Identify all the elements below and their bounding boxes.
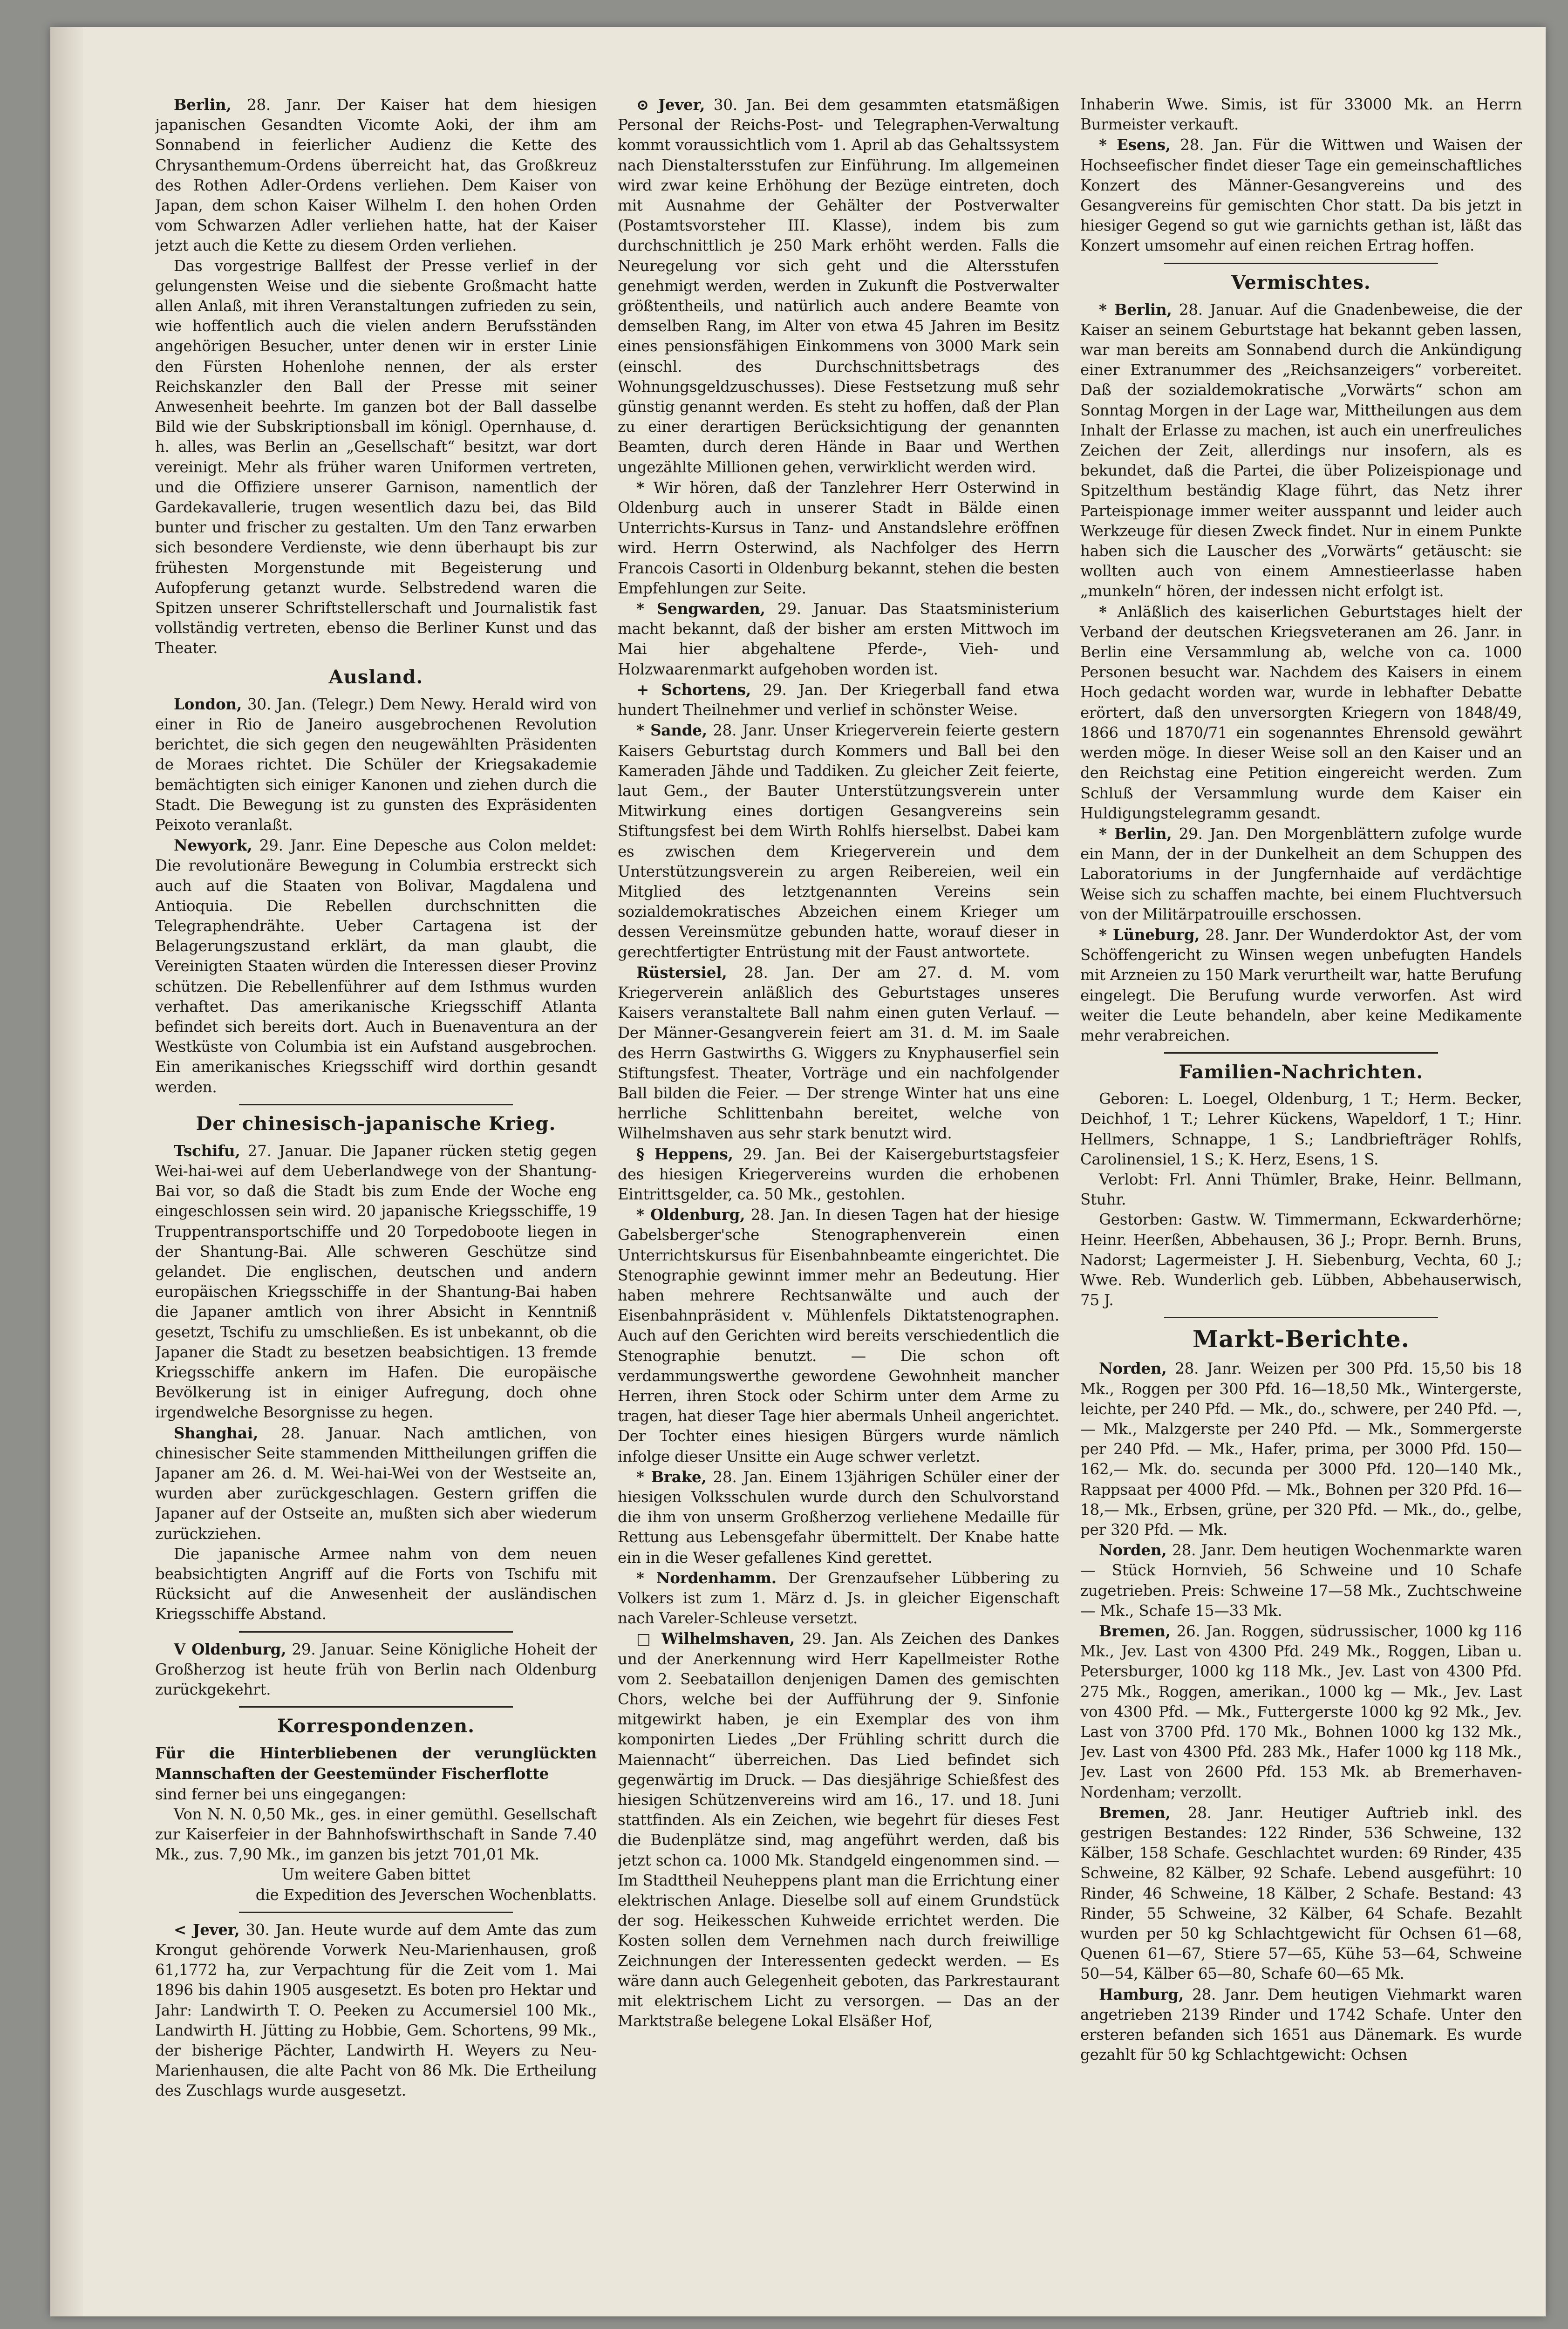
dateline: * Oldenburg, <box>636 1205 745 1224</box>
section-divider <box>1164 263 1438 264</box>
article-paragraph <box>618 477 1059 599</box>
article-text: 28. Janr. Dem heutigen Wochenmarkte waren — Stück Hornvieh, 56 Schweine und 10 Schafe zugetrieben. Preis: Schweine 17—58 Mk., Zuchtschweine — Mk., Schafe 15—33 Mk. <box>1080 1541 1522 1620</box>
dateline: ⊙ Jever, <box>636 95 705 114</box>
article-paragraph <box>155 1885 597 1905</box>
article-text: Anläßlich des kaiserlichen Geburtstages hielt der Verband der deutschen Kriegsveteranen am 26. Janr. in Berlin eine Versammlung ab, welche von ca. 1000 Personen besucht war. Nachdem des Kaisers in einem Hoch gedacht worden war, wurde in lebhafter Debatte erörtert, daß den unversorgten Kriegern von 1848/49, 1866 und 1870/71 ein sogenanntes Ehrensold gewährt werden möge. In dieser Weise soll an den Kaiser und an den Reichstag eine Petition eingereicht werden. Zum Schluß der Versammlung wurde dem Kaiser ein Huldigungstelegramm gesandt. <box>1080 603 1522 822</box>
article-paragraph <box>155 256 597 659</box>
article-paragraph <box>155 1544 597 1625</box>
article-paragraph <box>155 694 597 835</box>
article-text: 29. Jan. Als Zeichen des Dankes und der Anerkennung wird Herr Kapellmeister Rothe vom 2. Seebataillon denjenigen Damen des gemischten Chors, welche bei der Aufführung der 9. Sinfonie mitgewirkt haben, je ein Exemplar des von ihm komponirten Liedes „Der Frühling schritt durch die Maiennacht“ überreichen. Das Lied befindet sich gegenwärtig im Druck. — Das diesjährige Schießfest des hiesigen Schützenvereins wird am 16., 17. und 18. Juni stattfinden. Als ein Zeichen, wie begehrt für dieses Fest die Budenplätze sind, mag angeführt werden, daß bis jetzt schon ca. 1000 Mk. Standgeld eingenommen sind. — Im Stadttheil Neuheppens plant man die Errichtung einer elektrischen Anlage. Dieselbe soll auf einem Grundstück der sog. Heikesschen Kuhweide errichtet werden. Die Kosten sollen dem Vernehmen nach durch freiwillige Zeichnungen der Interessenten gedeckt werden. — Es wäre dann auch Gelegenheit geboten, das Parkrestaurant mit elektrischem Licht zu versorgen. — Das an der Marktstraße belegene Lokal Elsäßer Hof, <box>618 1630 1059 2030</box>
article-text: 29. Jan. Der Kriegerball fand etwa hundert Theilnehmer und verlief in schönster Weise. <box>618 681 1059 719</box>
article-text: die Expedition des Jeverschen Wochenblatts. <box>255 1886 597 1904</box>
dateline: * Lüneburg, <box>1099 925 1200 944</box>
article-columns <box>155 95 1522 2288</box>
article-paragraph <box>1080 1089 1522 1170</box>
article-text: 28. Janr. Der Wunderdoktor Ast, der vom Schöffengericht zu Winsen wegen unbefugten Handels mit Arzneien zu 150 Mark verurtheilt war, hatte Berufung eingelegt. Die Berufung wurde verworfen. Ast wird weiter die Leute behandeln, aber keine Medikamente mehr verabreichen. <box>1080 926 1522 1044</box>
article-text: Wir hören, daß der Tanzlehrer Herr Osterwind in Oldenburg auch in unserer Stadt in Bälde einen Unterrichts-Kursus in Tanz- und Anstandslehre eröffnen wird. Herrn Osterwind, als Nachfolger des Herrn Francois Casorti in Oldenburg bekannt, stehen die besten Empfehlungen zur Seite. <box>618 478 1059 597</box>
article-text: 28. Jan. Für die Wittwen und Waisen der Hochseefischer findet dieser Tage ein gemeinschaftliches Konzert des Männer-Gesangvereins und des Gesangvereins für gemischten Chor statt. Da bis jetzt in hiesiger Gegend so gut wie garnichts gethan ist, läßt das Konzert umsomehr auf einen reichen Ertrag hoffen. <box>1080 136 1522 255</box>
article-text: 29. Januar. Das Staatsministerium macht bekannt, daß der bisher am ersten Mittwoch im Mai hier abgehaltene Pferde-, Vieh- und Holzwaarenmarkt aufgehoben worden ist. <box>618 600 1059 678</box>
dateline: * Sande, <box>636 721 707 740</box>
article-text: Die japanische Armee nahm von dem neuen beabsichtigten Angriff auf die Forts von Tschifu mit Rücksicht auf die Anwesenheit der ausländischen Kriegsschiffe Abstand. <box>155 1545 597 1623</box>
article-paragraph <box>155 1743 597 1784</box>
article-paragraph <box>1080 1540 1522 1621</box>
article-text: 29. Janr. Eine Depesche aus Colon meldet: Die revolutionäre Bewegung in Columbia erstreckt sich auch auf die Staaten von Bolivar, Magdalena und Antioquia. Die Rebellen durchschnitten die Telegraphendrähte. Ueber Cartagena ist der Belagerungszustand erklärt, da man glaubt, die Vereinigten Staaten würden die Interessen dieser Provinz schützen. Die Rebellenführer auf dem Isthmus wurden verhaftet. Das amerikanische Kriegsschiff Atlanta befindet sich bereits dort. Auch in Buenaventura an der Westküste von Columbia ist ein Aufstand ausgebrochen. Ein amerikanisches Kriegsschiff wird dorthin gesandt werden. <box>155 837 597 1096</box>
article-text: 28. Janr. Heutiger Auftrieb inkl. des gestrigen Bestandes: 122 Rinder, 536 Schweine, 132 Kälber, 158 Schafe. Geschlachtet wurden: 69 Rinder, 435 Schweine, 82 Kälber, 92 Schafe. Lebend ausgeführt: 10 Rinder, 46 Schweine, 18 Kälber, 2 Schafe. Bestand: 43 Rinder, 55 Schweine, 32 Kälber, 64 Schafe. Bezahlt wurden per 50 kg Schlachtgewicht für Ochsen 61—68, Quenen 61—67, Stiere 57—65, Kühe 53—64, Schweine 50—54, Kälber 65—80, Schafe 60—65 Mk. <box>1080 1804 1522 1983</box>
article-text: Geboren: L. Loegel, Oldenburg, 1 T.; Herm. Becker, Deichhof, 1 T.; Lehrer Kückens, Wapeldorf, 1 T.; Hinr. Hellmers, Schnappe, 1 S.; Landbriefträger Rohlfs, Carolinensiel, 1 S.; K. Herz, Esens, 1 S. <box>1080 1090 1522 1168</box>
article-text: 29. Januar. Seine Königliche Hoheit der Großherzog ist heute früh von Berlin nach Oldenburg zurückgekehrt. <box>155 1640 597 1699</box>
article-text: Um weitere Gaben bittet <box>281 1866 470 1884</box>
article-text: Inhaberin Wwe. Simis, ist für 33000 Mk. an Herrn Burmeister verkauft. <box>1080 95 1522 134</box>
section-divider <box>239 1104 513 1105</box>
article-text: Das vorgestrige Ballfest der Presse verlief in der gelungensten Weise und die siebente Großmacht hatte allen Anlaß, mit ihren Veranstaltungen zufrieden zu sein, wie hoffentlich auch die vielen andern Berufsständen angehörigen Besucher, unter denen wir in erster Linie den Fürsten Hohenlohe nennen, der als erster Reichskanzler den Ball der Presse mit seiner Anwesenheit beehrte. Im ganzen bot der Ball dasselbe Bild wie der Subskriptionsball im königl. Opernhause, d. h. alles, was Berlin an „Gesellschaft“ besitzt, war dort vereinigt. Mehr als früher waren Uniformen vertreten, und die Offiziere unserer Garnison, namentlich der Gardekavallerie, trugen wesentlich dazu bei, das Bild bunter und frischer zu gestalten. Um den Tanz erwarben sich besondere Verdienste, wie denn überhaupt bis zur frühesten Morgenstunde mit Begeisterung und Aufopferung getanzt wurde. Selbstredend waren die Spitzen unserer Schriftstellerschaft und Journalistik fast vollständig vertreten, ebenso die Berliner Kunst und das Theater. <box>155 257 597 657</box>
article-text: sind ferner bei uns eingegangen: <box>155 1785 406 1803</box>
article-text: 28. Janr. Weizen per 300 Pfd. 15,50 bis 18 Mk., Roggen per 300 Pfd. 16—18,50 Mk., Wintergerste, leichte, per 240 Pfd. — Mk., do., schwere, per 240 Pfd. —,— Mk., Malzgerste per 240 Pfd. — Mk., Sommergerste per 240 Pfd. — Mk., Hafer, prima, per 3000 Pfd. 150—162,— Mk. do. secunda per 3000 Pfd. 120—140 Mk., Rappsaat per 4000 Pfd. — Mk., Bohnen per 320 Pfd. 16—18,— Mk., Erbsen, grüne, per 320 Pfd. — Mk., do., gelbe, per 320 Pfd. — Mk. <box>1080 1360 1522 1539</box>
article-paragraph <box>618 1628 1059 2031</box>
section-heading: Familien-Nachrichten. <box>1179 1061 1424 1083</box>
article-paragraph <box>618 962 1059 1144</box>
dateline: * Nordenhamm. <box>636 1568 777 1587</box>
section-heading: Markt-Berichte. <box>1192 1325 1410 1353</box>
article-paragraph <box>1080 1803 1522 1984</box>
article-paragraph <box>618 720 1059 962</box>
article-paragraph <box>1080 824 1522 925</box>
article-paragraph <box>618 1568 1059 1629</box>
article-text: 28. Janr. Unser Kriegerverein feierte gestern Kaisers Geburtstag durch Kommers und Ball bei den Kameraden Jähde und Taddiken. Zu gleicher Zeit feierte, laut Gem., der Bauter Unterstützungsverein unter Mitwirkung eines dortigen Gesangvereins sein Stiftungsfest bei dem Wirth Rohlfs hierselbst. Dabei kam es zwischen dem Kriegerverein und dem Unterstützungsverein zu argen Reibereien, weil ein Mitglied des letztgenannten Vereins sein sozialdemokratisches Abzeichen einem Krieger um dessen Vereinsmütze gebunden hatte, worauf dieser in gerechtfertigter Entrüstung mit der Faust antwortete. <box>618 722 1059 961</box>
article-paragraph <box>155 1805 597 1865</box>
article-text: 28. Jan. Der am 27. d. M. vom Kriegerverein anläßlich des Geburtstages unseres Kaisers veranstaltete Ball nahm einen guten Verlauf. — Der Männer-Gesangverein feiert am 31. d. M. im Saale des Herrn Gastwirths G. Wiggers zu Knyphauserfiel sein Stiftungsfest. Theater, Vorträge und ein nachfolgender Ball bilden die Feier. — Der strenge Winter hat uns eine herrliche Schlittenbahn bereitet, welche von Wilhelmshaven aus sehr stark benutzt wird. <box>618 963 1059 1143</box>
column-3 <box>1080 95 1522 2288</box>
article-paragraph <box>155 1423 597 1544</box>
dateline: Shanghai, <box>174 1423 259 1442</box>
article-paragraph <box>618 1467 1059 1568</box>
article-paragraph <box>155 1920 597 2101</box>
section-divider <box>1164 1052 1438 1054</box>
article-paragraph <box>1080 1358 1522 1540</box>
article-paragraph <box>1080 1621 1522 1803</box>
dateline: * Sengwarden, <box>636 599 765 618</box>
column-1 <box>155 95 597 2288</box>
dateline: * Esens, <box>1099 136 1171 154</box>
article-paragraph <box>618 95 1059 477</box>
article-paragraph <box>1080 300 1522 602</box>
dateline: + Schortens, <box>636 680 751 699</box>
article-paragraph <box>618 680 1059 720</box>
article-text: 28. Jan. Einem 13jährigen Schüler einer der hiesigen Volksschulen wurde durch den Schulvorstand die ihm von unserm Großherzog verliehene Medaille für Rettung aus Lebensgefahr übermittelt. Der Knabe hatte ein in die Weser gefallenes Kind gerettet. <box>618 1468 1059 1566</box>
dateline: Tschifu, <box>174 1141 240 1160</box>
article-text: Von N. N. 0,50 Mk., ges. in einer gemüthl. Gesellschaft zur Kaiserfeier in der Bahnhofswirthschaft in Sande 7.40 Mk., zus. 7,90 Mk., im ganzen bis jetzt 701,01 Mk. <box>155 1805 597 1864</box>
article-text: 28. Jan. In diesen Tagen hat der hiesige Gabelsberger'sche Stenographenverein einen Unterrichtskursus für Eisenbahnbeamte eingerichtet. Die Stenographie gewinnt immer mehr an Bedeutung. Hier haben mehrere Rechtsanwälte und auch der Eisenbahnpräsident v. Mühlenfels Diktatstenographen. Auch auf den Gerichten wird bereits verschiedentlich die Stenographie benutzt. — Die schon oft verdammungswerthe gewordene Gewohnheit mancher Herren, ihren Stock oder Schirm unter dem Arme zu tragen, hat dieser Tage hier abermals Unheil angerichtet. Der Tochter eines hiesigen Bürgers wurde nämlich infolge dieser Unsitte ein Auge schwer verletzt. <box>618 1206 1059 1465</box>
article-paragraph <box>1080 95 1522 135</box>
dateline: Norden, <box>1099 1359 1167 1378</box>
article-paragraph <box>155 1865 597 1885</box>
column-2 <box>618 95 1059 2288</box>
article-paragraph <box>155 1639 597 1700</box>
article-paragraph <box>618 1205 1059 1467</box>
dateline: Bremen, <box>1099 1803 1171 1822</box>
article-paragraph <box>155 1784 597 1805</box>
article-text: 28. Januar. Nach amtlichen, von chinesischer Seite stammenden Mittheilungen griffen die Japaner am 26. d. M. Wei-hai-Wei von der Westseite an, wurden aber zurückgeschlagen. Gestern griffen die Japaner auf der Ostseite an, mußten sich aber wiederum zurückziehen. <box>155 1424 597 1543</box>
section-heading: Ausland. <box>328 666 423 688</box>
section-divider <box>239 1706 513 1708</box>
article-text: Gestorben: Gastw. W. Timmermann, Eckwarderhörne; Heinr. Heerßen, Abbehausen, 36 J.; Propr. Bernh. Bruns, Nadorst; Lagermeister J. H. Siebenburg, Vechta, 60 J.; Wwe. Reb. Wunderlich geb. Lübben, Abbehauserwisch, 75 J. <box>1080 1211 1522 1309</box>
article-text: Verlobt: Frl. Anni Thümler, Brake, Heinr. Bellmann, Stuhr. <box>1080 1170 1522 1209</box>
section-heading: Vermischtes. <box>1231 271 1371 293</box>
article-paragraph <box>1080 925 1522 1046</box>
dateline: * <box>636 478 644 497</box>
dateline: * <box>1099 602 1107 621</box>
article-text: 27. Januar. Die Japaner rücken stetig gegen Wei-hai-wei auf dem Ueberlandwege von der Shantung-Bai vor, so daß die Stadt bis zum Ende der Woche eng eingeschlossen sein wird. 20 japanische Kriegsschiffe, 19 Truppentransportschiffe und 20 Torpedoboote liegen in der Shantung-Bai. Alle schweren Geschütze sind gelandet. Die englischen, deutschen und andern europäischen Kriegsschiffe in der Shantung-Bai haben die Japaner amtlich von ihrer Absicht in Kenntniß gesetzt, Tschifu zu umschließen. Es ist unbekannt, ob die Japaner die Stadt zu besetzen beabsichtigen. 13 fremde Kriegsschiffe ankern im Hafen. Die europäische Bevölkerung ist in einiger Aufregung, doch ohne irgendwelche Besorgnisse zu hegen. <box>155 1142 597 1422</box>
article-paragraph <box>1080 1984 1522 2065</box>
section-divider <box>1164 1317 1438 1318</box>
dateline: Newyork, <box>174 836 252 855</box>
article-text: 28. Janr. Der Kaiser hat dem hiesigen japanischen Gesandten Vicomte Aoki, der ihm am Sonnabend in feierlicher Audienz die Kette des Chrysanthemum-Ordens überreicht hat, das Großkreuz des Rothen Adler-Ordens verliehen. Dem Kaiser von Japan, dem schon Kaiser Wilhelm I. den hohen Orden vom Schwarzen Adler verliehen hatte, hat der Kaiser jetzt auch die Kette zu diesem Orden verliehen. <box>155 96 597 255</box>
dateline: □ Wilhelmshaven, <box>636 1629 795 1648</box>
article-paragraph <box>618 599 1059 680</box>
dateline: Norden, <box>1099 1541 1167 1559</box>
article-paragraph <box>1080 1210 1522 1310</box>
section-divider <box>239 1631 513 1633</box>
dateline: § Heppens, <box>636 1144 733 1163</box>
article-text: 30. Jan. Bei dem gesammten etatsmäßigen Personal der Reichs-Post- und Telegraphen-Verwaltung kommt voraussichtlich vom 1. April ab das Gehaltssystem nach Dienstaltersstufen zur Einführung. Im allgemeinen wird zwar keine Erhöhung der Bezüge eintreten, doch mit Ausnahme der Gehälter der Postverwalter (Postamtsvorsteher III. Klasse), indem bis zum durchschnittlich je 250 Mark erhöht werden. Falls die Neuregelung vor sich geht und die Altersstufen genehmigt werden, werden in Zukunft die Postverwalter größtentheils, und natürlich auch andere Beamte von demselben Rang, im Alter von etwa 45 Jahren im Besitz eines pensionsfähigen Einkommens von 3000 Mark sein (einschl. des Durchschnittsbetrags des Wohnungsgeldzuschusses). Diese Festsetzung muß sehr günstig genannt werden. Es steht zu hoffen, daß der Plan zu einer derartigen Berücksichtigung der genannten Beamten, durch deren Hände in Baar und Werthen ungezählte Millionen gehen, verwirklicht werden wird. <box>618 96 1059 476</box>
article-paragraph <box>155 835 597 1097</box>
article-paragraph <box>1080 1170 1522 1210</box>
dateline: * Berlin, <box>1099 300 1172 319</box>
newspaper-page <box>50 27 1546 2316</box>
article-text: Für die Hinterbliebenen der verunglückten Mannschaften der Geestemünder Fischerflotte <box>155 1744 597 1783</box>
article-text: 29. Jan. Bei der Kaisergeburtstagsfeier des hiesigen Kriegervereins wurden die erhobenen Eintrittsgelder, ca. 50 Mk., gestohlen. <box>618 1145 1059 1203</box>
section-divider <box>239 1912 513 1913</box>
dateline: London, <box>174 695 242 713</box>
dateline: Hamburg, <box>1099 1985 1184 2003</box>
section-heading: Korrespondenzen. <box>277 1715 475 1737</box>
article-text: 28. Janr. Dem heutigen Viehmarkt waren angetrieben 2139 Rinder und 1742 Schafe. Unter den ersteren befanden sich 1651 aus Dänemark. Es wurde gezahlt für 50 kg Schlachtgewicht: Ochsen <box>1080 1985 1522 2064</box>
article-text: Der Grenzaufseher Lübbering zu Volkers ist zum 1. März d. Js. in gleicher Eigenschaft nach Vareler-Schleuse versetzt. <box>618 1569 1059 1628</box>
dateline: * Berlin, <box>1099 824 1172 843</box>
dateline: < Jever, <box>174 1920 240 1939</box>
dateline: Rüstersiel, <box>636 963 727 981</box>
article-paragraph <box>155 95 597 256</box>
article-paragraph <box>155 1141 597 1423</box>
article-text: 28. Januar. Auf die Gnadenbeweise, die der Kaiser an seinem Geburtstage hat bekannt geben lassen, war man bereits am Sonnabend durch die Ankündigung einer Extranummer des „Reichsanzeigers“ vorbereitet. Daß der sozialdemokratische „Vorwärts“ schon am Sonntag Morgen in der Lage war, Mittheilungen aus dem Inhalt der Erlasse zu machen, ist auch ein unerfreuliches Zeichen der Zeit, allerdings nur insofern, als es bekundet, daß die Partei, die über Polizeispionage und Spitzelthum beständig Klage führt, das Netz ihrer Parteispionage immer weiter ausspannt und leider auch Werkzeuge für diesen Zweck findet. Nur in einem Punkte haben sich die Lauscher des „Vorwärts“ getäuscht: sie wollten auch von einem Amnestieerlasse haben „munkeln“ hören, der indessen nicht erfolgt ist. <box>1080 300 1522 600</box>
article-paragraph <box>1080 602 1522 824</box>
article-text: 30. Jan. Heute wurde auf dem Amte das zum Krongut gehörende Vorwerk Neu-Marienhausen, groß 61,1772 ha, zur Verpachtung für die Zeit vom 1. Mai 1896 bis dahin 1905 ausgesetzt. Es boten pro Hektar und Jahr: Landwirth T. O. Peeken zu Accumersiel 100 Mk., Landwirth H. Jütting zu Hobbie, Gem. Schortens, 99 Mk., der bisherige Pächter, Landwirth H. Weyers zu Neu-Marienhausen, die alte Pacht von 86 Mk. Die Ertheilung des Zuschlags wurde ausgesetzt. <box>155 1920 597 2100</box>
article-text: 30. Jan. (Telegr.) Dem Newy. Herald wird von einer in Rio de Janeiro ausgebrochenen Revolution berichtet, die sich gegen den neugewählten Präsidenten de Moraes richtet. Die Schüler der Kriegsakademie bemächtigten sich einiger Kanonen und ziehen durch die Stadt. Die Bewegung ist zu gunsten des Expräsidenten Peixoto veranlaßt. <box>155 695 597 834</box>
section-heading: Der chinesisch-japanische Krieg. <box>196 1112 556 1135</box>
dateline: V Oldenburg, <box>174 1640 286 1658</box>
article-paragraph <box>1080 135 1522 256</box>
article-text: 26. Jan. Roggen, südrussischer, 1000 kg 116 Mk., Jev. Last von 4300 Pfd. 249 Mk., Roggen, Liban u. Petersburger, 1000 kg 118 Mk., Jev. Last von 4300 Pfd. 275 Mk., Roggen, amerikan., 1000 kg — Mk., Jev. Last von 4300 Pfd. — Mk., Futtergerste 1000 kg 92 Mk., Jev. Last von 3700 Pfd. 170 Mk., Bohnen 1000 kg 132 Mk., Jev. Last von 4300 Pfd. 283 Mk., Hafer 1000 kg 118 Mk., Jev. Last von 2600 Pfd. 153 Mk. ab Bremerhaven-Nordenham; verzollt. <box>1080 1622 1522 1801</box>
article-paragraph <box>618 1144 1059 1205</box>
article-text: 29. Jan. Den Morgenblättern zufolge wurde ein Mann, der in der Dunkelheit an dem Schuppen des Laboratoriums in der Jungfernhaide auf verdächtige Weise sich zu schaffen machte, bei einem Fluchtversuch von der Militärpatrouille erschossen. <box>1080 824 1522 923</box>
dateline: Bremen, <box>1099 1622 1171 1641</box>
dateline: * Brake, <box>636 1467 707 1486</box>
dateline: Berlin, <box>174 95 232 114</box>
